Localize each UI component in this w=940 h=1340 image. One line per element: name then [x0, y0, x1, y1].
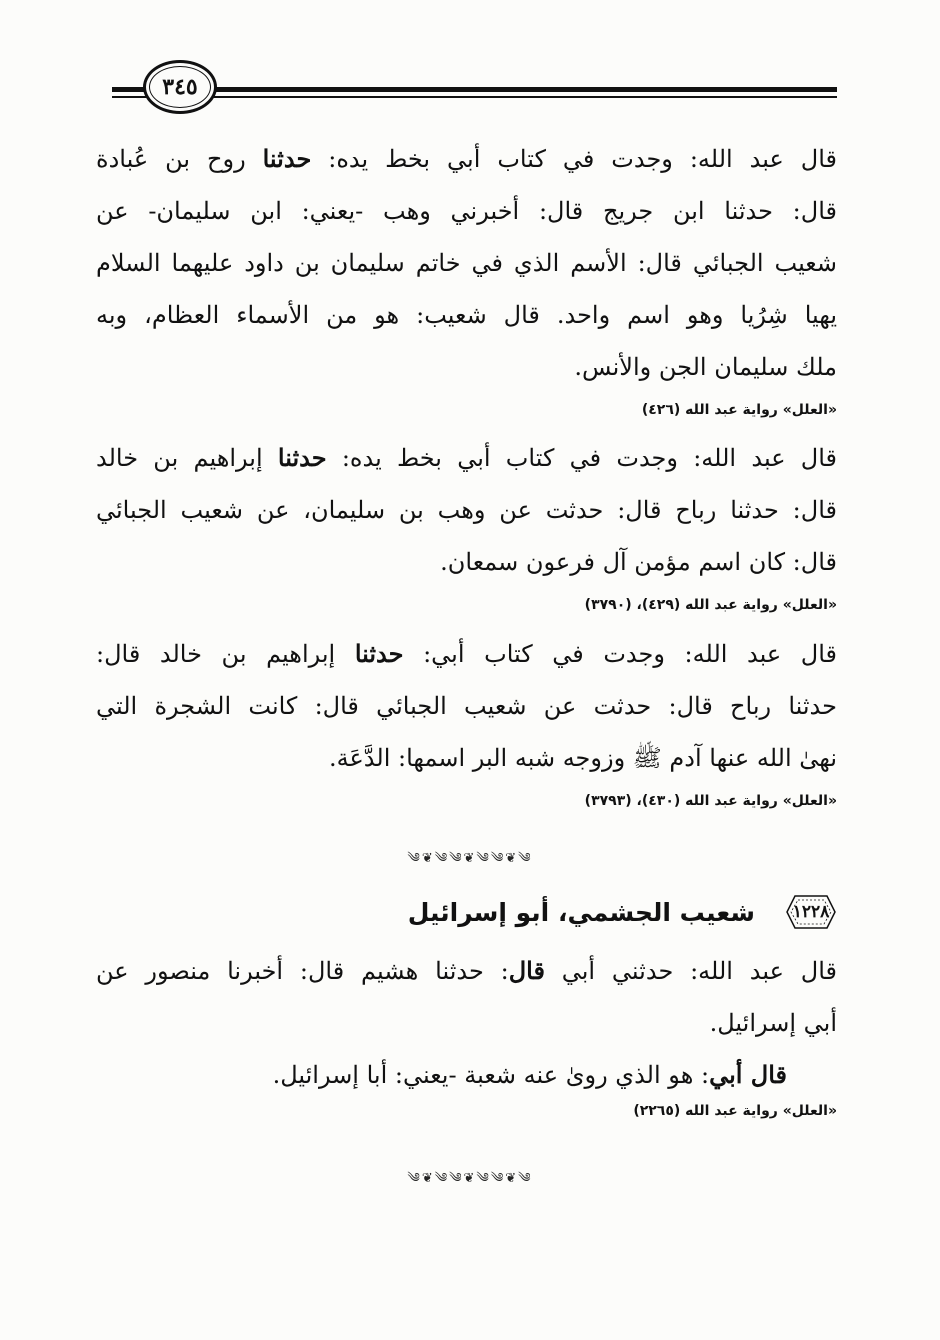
text-line: نهىٰ الله عنها آدم ﷺ وزوجه شبه البر اسمها: الدَّعَة. — [328, 744, 837, 772]
text-line: قال أبي: هو الذي روىٰ عنه شعبة -يعني: أبا إسرائيل. — [272, 1060, 787, 1089]
text-line: قال: كان اسم مؤمن آل فرعون سمعان. — [440, 548, 837, 576]
section-heading — [408, 892, 837, 932]
text-line: قال عبد الله: وجدت في كتاب أبي بخط يده: حدثنا إبراهيم بن خالد — [96, 443, 837, 472]
entry-number: ١٢٢٨ — [792, 902, 830, 922]
source-citation: «العلل» رواية عبد الله (٤٢٦) — [641, 402, 837, 418]
entry-1 — [96, 133, 837, 393]
entry-3 — [96, 628, 837, 784]
source-citation: «العلل» رواية عبد الله (٤٣٠)، (٣٧٩٣) — [584, 793, 837, 809]
section-divider-ornament: ༄❦༄༄❦༄༄❦༄ — [407, 851, 533, 866]
text-line: قال: حدثنا رباح قال: حدثت عن وهب بن سليمان، عن شعيب الجبائي — [96, 496, 837, 524]
text-line: قال عبد الله: حدثني أبي قال: حدثنا هشيم قال: أخبرنا منصور عن — [96, 956, 837, 985]
section-body — [96, 945, 837, 1101]
text-line: ملك سليمان الجن والأنس. — [574, 353, 837, 381]
text-line: قال: حدثنا ابن جريج قال: أخبرني وهب -يعني: ابن سليمان- عن — [96, 197, 837, 225]
text-line: قال عبد الله: وجدت في كتاب أبي بخط يده: حدثنا روح بن عُبادة — [96, 144, 837, 173]
text-line: أبي إسرائيل. — [709, 1009, 837, 1037]
header-rule — [112, 87, 837, 92]
entry-2 — [96, 432, 837, 588]
section-title: شعيب الجشمي، أبو إسرائيل — [407, 897, 755, 927]
text-line: شعيب الجبائي قال: الأسم الذي في خاتم سليمان بن داود عليهما السلام — [96, 249, 837, 277]
text-line: يهيا شِرُيا وهو اسم واحد. قال شعيب: هو من الأسماء العظام، وبه — [96, 301, 837, 329]
page-number: ٣٤٥ — [162, 74, 198, 100]
page-number-badge — [143, 60, 217, 114]
source-citation: «العلل» رواية عبد الله (٤٢٩)، (٣٧٩٠) — [584, 597, 837, 613]
header-rule-thin — [112, 96, 837, 98]
entry-number-badge — [785, 892, 837, 932]
text-line: قال عبد الله: وجدت في كتاب أبي: حدثنا إبراهيم بن خالد قال: — [96, 639, 837, 668]
text-line: حدثنا رباح قال: حدثت عن شعيب الجبائي قال: كانت الشجرة التي — [96, 692, 837, 720]
section-divider-ornament: ༄❦༄༄❦༄༄❦༄ — [407, 1171, 533, 1186]
source-citation: «العلل» رواية عبد الله (٢٢٦٥) — [633, 1103, 837, 1119]
